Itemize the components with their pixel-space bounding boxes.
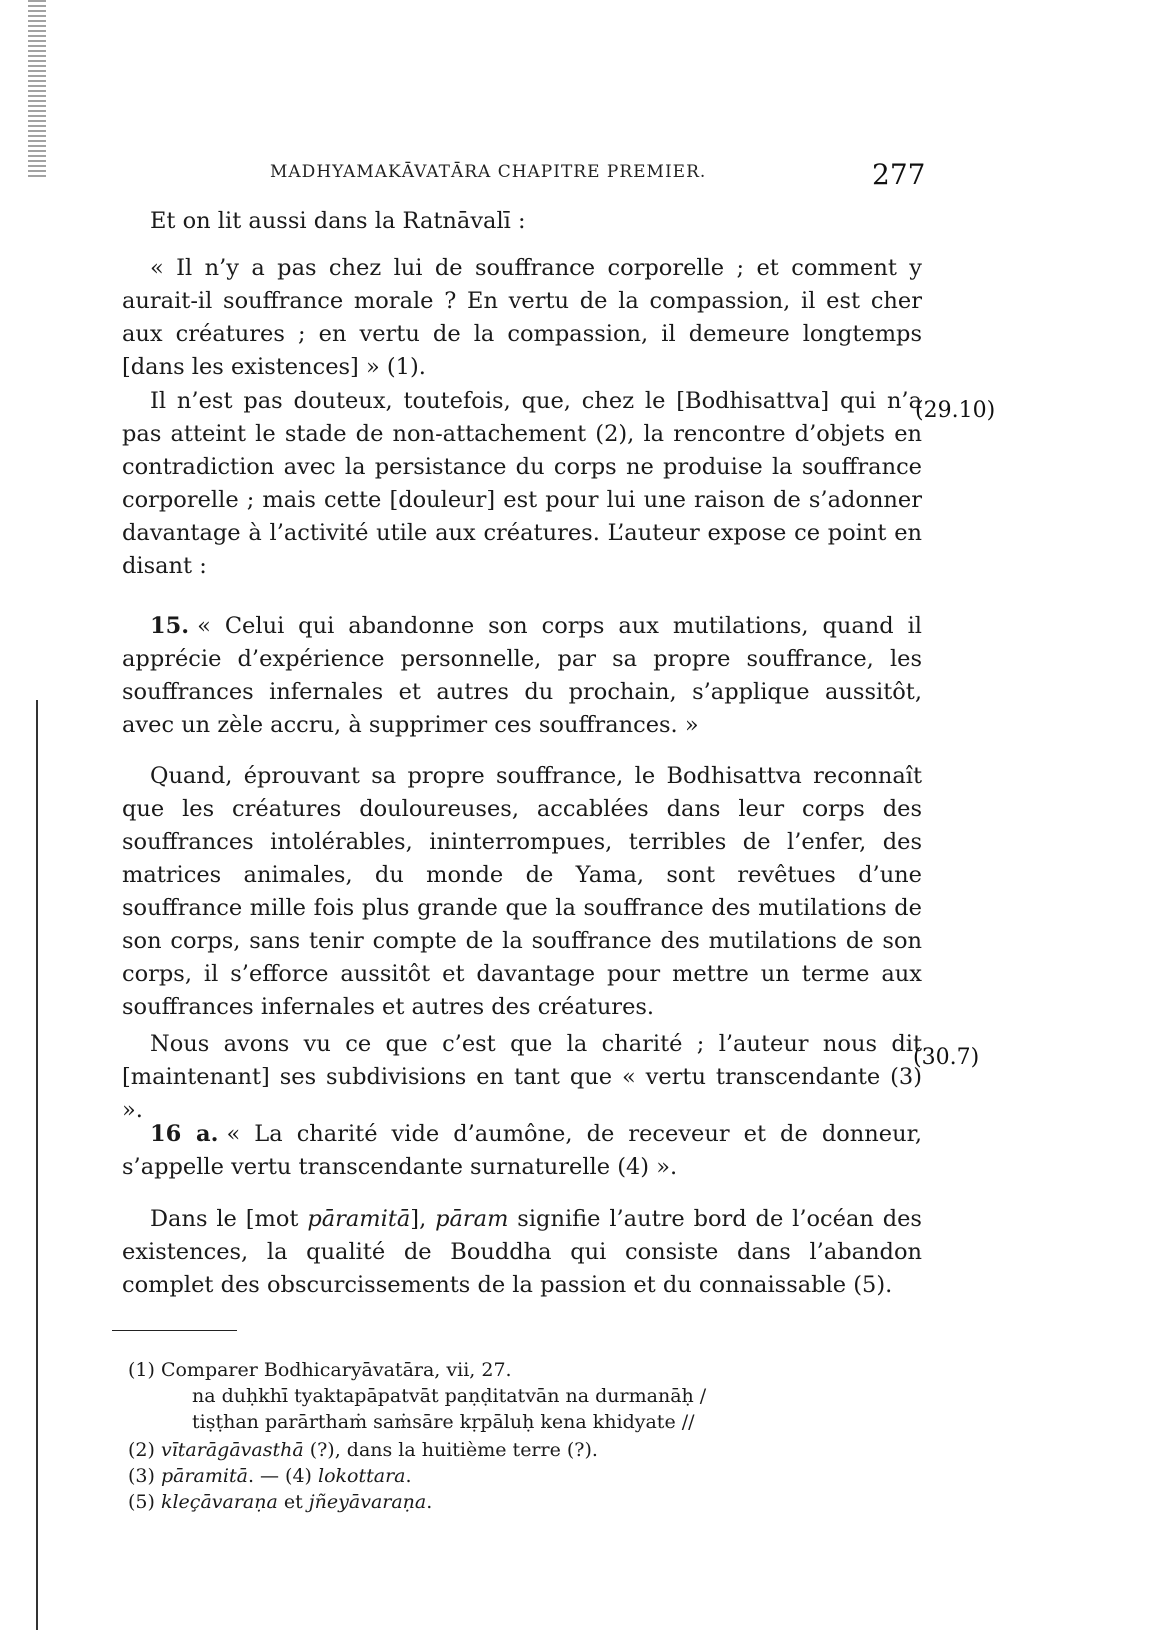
paragraph-explanation: Il n’est pas douteux, toutefois, que, chez le [Bodhisattva] qui n’a pas atteint le stade de non-attachement (2), la rencontre d’objets en contradiction avec la persistance du corps ne produise la souffrance corporelle ; mais cette [douleur] est pour lui une raison de s’adonner davantage à l’activité utile aux créatures. L’auteur expose ce point en disant :: [122, 388, 922, 579]
verse-text: « Celui qui abandonne son corps aux mutilations, quand il apprécie d’expérience personnelle, par sa propre souffrance, les souffrances infernales et autres du prochain, s’applique aussitôt, avec un zèle accru, à supprimer ces souffrances. »: [122, 613, 922, 738]
verse-15: [122, 610, 922, 742]
verse-number: 16 a.: [150, 1121, 219, 1147]
paragraph-commentary: Quand, éprouvant sa propre souffrance, le Bodhisattva reconnaît que les créatures douloureuses, accablées dans leur corps des souffrances intolérables, ininterrompues, terribles de l’enfer, des matrices animales, du monde de Yama, sont revêtues d’une souffrance mille fois plus grande que la souffrance des mutilations de son corps, sans tenir compte de la souffrance des mutilations de son corps, il s’efforce aussitôt et davantage pour mettre un terme aux souffrances infernales et autres des créatures.: [122, 763, 922, 1020]
paragraph-subdivisions: Nous avons vu ce que c’est que la charité ; l’auteur nous dit [maintenant] ses subdivisions en tant que « vertu transcendante (3) ».: [122, 1031, 922, 1123]
footnote-1: (1) Comparer Bodhicaryāvatāra, vii, 27.: [128, 1359, 512, 1381]
page-edge-shadow: [28, 0, 46, 180]
verse-text: « La charité vide d’aumône, de receveur et de donneur, s’appelle vertu transcendante surnaturelle (4) ».: [122, 1121, 923, 1180]
footnote-3-4: (3) pāramitā. — (4) lokottara.: [128, 1465, 412, 1487]
footnote-1-sanskrit-line-1: na duḥkhī tyaktapāpatvāt paṇḍitatvān na durmanāḥ /: [192, 1385, 707, 1407]
binding-line: [36, 700, 38, 1630]
term-paramita: pāramitā: [307, 1206, 411, 1232]
page-number: 277: [872, 158, 926, 191]
paragraph-quote-ratnavali: « Il n’y a pas chez lui de souffrance corporelle ; et comment y aurait-il souffrance morale ? En vertu de la compassion, il est cher aux créatures ; en vertu de la compassion, il demeure longtemps [dans les existences] » (1).: [122, 255, 922, 380]
footnote-1-sanskrit-line-2: tiṣṭhan parārthaṁ saṁsāre kṛpāluḥ kena khidyate //: [192, 1411, 695, 1433]
paragraph-paramita: Dans le [mot pāramitā], pāram signifie l’autre bord de l’océan des existences, la qualité de Bouddha qui consiste dans l’abandon complet des obscurcissements de la passion et du connaissable (5).: [122, 1206, 922, 1298]
verse-number: 15.: [150, 613, 190, 639]
margin-ref-29-10: (29.10): [915, 398, 996, 423]
verse-16a: [122, 1118, 922, 1184]
paragraph-intro: Et on lit aussi dans la Ratnāvalī :: [150, 208, 526, 234]
running-title: MADHYAMAKĀVATĀRA CHAPITRE PREMIER.: [270, 162, 707, 182]
margin-ref-30-7: (30.7): [913, 1045, 980, 1070]
footnote-rule: [112, 1330, 237, 1331]
footnote-2: (2) vītarāgāvasthā (?), dans la huitième terre (?).: [128, 1439, 598, 1461]
footnote-5: (5) kleçāvaraṇa et jñeyāvaraṇa.: [128, 1491, 433, 1513]
term-param: pāram: [435, 1206, 509, 1232]
